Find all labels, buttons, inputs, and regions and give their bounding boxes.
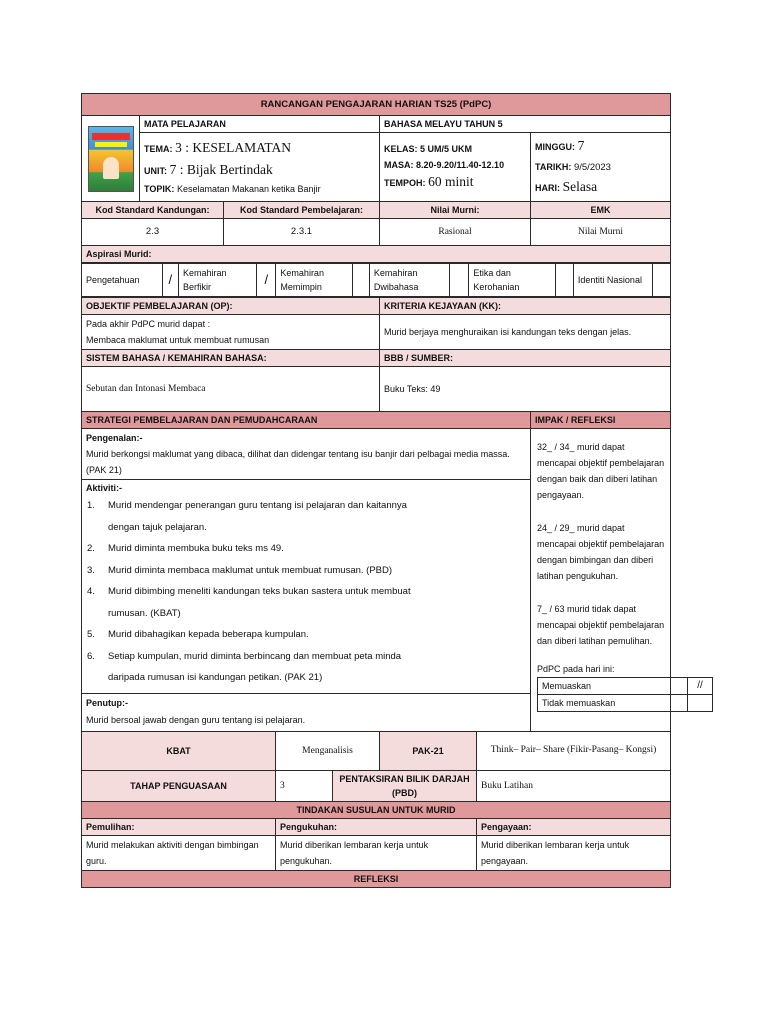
hari-label: HARI: (535, 182, 560, 193)
aspirasi-pengetahuan-mark: / (162, 264, 178, 297)
pengenalan-text: Murid berkongsi maklumat yang dibaca, dilihat dan didengar tentang isu banjir dari pelbagai media massa. (PAK 21) (86, 449, 510, 475)
tempoh-label: TEMPOH: (384, 177, 426, 188)
memuaskan-label: Memuaskan (538, 678, 688, 695)
sistem-bahasa-value (82, 367, 380, 412)
aktiviti-item (86, 538, 526, 560)
textbook-cover-image (88, 126, 134, 192)
aktiviti-item (86, 646, 526, 668)
kelas-masa-tempoh (380, 133, 531, 202)
aktiviti-list (86, 495, 526, 689)
sistem-bahasa-text: Sebutan dan Intonasi Membaca (86, 383, 206, 394)
pengenalan-label: Pengenalan:- (86, 433, 143, 443)
lesson-plan-form (81, 93, 703, 888)
aspirasi-etika: Etika dan Kerohanian (469, 264, 555, 297)
op-label: OBJEKTIF PEMBELAJARAN (OP): (82, 298, 380, 315)
pemulihan-label: Pemulihan: (82, 818, 276, 835)
aspirasi-dwibahasa: Kemahiran Dwibahasa (369, 264, 449, 297)
aktiviti-item (86, 581, 526, 603)
strategi-content (82, 429, 531, 732)
textbook-cover (82, 116, 140, 202)
impak-bimbingan: 24_ / 29_ murid dapat mencapai objektif pembelajaran dengan bimbingan dan diberi latihan pengukuhan. (537, 523, 665, 581)
tidak-memuaskan-label: Tidak memuaskan (538, 695, 688, 712)
aktiviti-number: 1. (87, 500, 95, 511)
aspirasi-row (82, 263, 671, 298)
op-line-1: Pada akhir PdPC murid dapat : (86, 319, 211, 329)
impak-label: IMPAK / REFLEKSI (531, 412, 671, 429)
bbb-label: BBB / SUMBER: (380, 350, 671, 367)
pbd-label: PENTAKSIRAN BILIK DARJAH (PBD) (333, 770, 477, 801)
pemulihan-text: Murid melakukan aktiviti dengan bimbingan guru. (82, 835, 276, 870)
aktiviti-item (86, 560, 526, 582)
op-text (82, 315, 380, 350)
hari-value: Selasa (562, 178, 598, 194)
pengukuhan-text: Murid diberikan lembaran kerja untuk pengukuhan. (276, 835, 477, 870)
aktiviti-text: Murid diminta membuka buku teks ms 49. (108, 543, 284, 554)
aspirasi-berfikir-mark: / (257, 264, 276, 297)
aktiviti-item-continuation: daripada rumusan isi kandungan petikan. (PAK 21) (108, 672, 323, 683)
unit-label: UNIT: (144, 165, 167, 176)
impak-pdpc-label: PdPC pada hari ini: (537, 664, 615, 674)
penutup-label: Penutup:- (86, 697, 128, 708)
penutup-text: Murid bersoal jawab dengan guru tentang isi pelajaran. (86, 714, 306, 725)
emk-header: EMK (531, 202, 671, 219)
impak-pemulihan: 7_ / 63 murid tidak dapat mencapai objektif pembelajaran dan diberi latihan pemulihan. (537, 604, 665, 646)
pbd-value: Buku Latihan (477, 770, 671, 801)
tidak-memuaskan-mark (688, 695, 713, 712)
aktiviti-item-continuation: dengan tajuk pelajaran. (108, 521, 207, 533)
mata-pelajaran-label: MATA PELAJARAN (140, 116, 380, 133)
kod-sp-header: Kod Standard Pembelajaran: (224, 202, 380, 219)
nilai-value: Rasional (380, 219, 531, 246)
memuaskan-mark: // (688, 678, 713, 695)
bbb-value: Buku Teks: 49 (380, 367, 671, 412)
topik-label: TOPIK: (144, 183, 175, 194)
kk-text: Murid berjaya menghuraikan isi kandungan teks dengan jelas. (380, 315, 671, 350)
sistem-bahasa-label: SISTEM BAHASA / KEMAHIRAN BAHASA: (82, 350, 380, 367)
refleksi-label: REFLEKSI (82, 870, 671, 887)
aktiviti-number: 2. (87, 543, 95, 554)
lesson-plan-table (81, 93, 703, 888)
aktiviti-text: Murid mendengar penerangan guru tentang isi pelajaran dan kaitannya (108, 500, 407, 511)
nilai-header: Nilai Murni: (380, 202, 531, 219)
aktiviti-number: 3. (87, 564, 95, 576)
tempoh-value: 60 minit (428, 173, 474, 189)
tarikh-label: TARIKH: (535, 161, 572, 172)
tindakan-label: TINDAKAN SUSULAN UNTUK MURID (82, 801, 671, 818)
aspirasi-pengetahuan: Pengetahuan (82, 264, 162, 297)
aspirasi-table (82, 263, 670, 297)
aspirasi-dwibahasa-mark (450, 264, 469, 297)
form-title: RANCANGAN PENGAJARAN HARIAN TS25 (PdPC) (82, 94, 671, 116)
aspirasi-memimpin: Kemahiran Memimpin (276, 264, 352, 297)
aktiviti-text: Murid dibimbing meneliti kandungan teks bukan sastera untuk membuat (108, 586, 411, 597)
minggu-label: MINGGU: (535, 141, 575, 152)
tahap-label: TAHAP PENGUASAAN (82, 770, 276, 801)
aktiviti-item-continuation: rumusan. (KBAT) (108, 607, 181, 619)
aspirasi-memimpin-mark (352, 264, 369, 297)
kk-label: KRITERIA KEJAYAAN (KK): (380, 298, 671, 315)
aktiviti-number: 4. (87, 586, 95, 597)
tema-label: TEMA: (144, 143, 173, 154)
kelas-value: KELAS: 5 UM/5 UKM (384, 143, 473, 154)
pak-label: PAK-21 (380, 731, 477, 770)
aspirasi-etika-mark (555, 264, 573, 297)
aktiviti-number: 6. (87, 650, 95, 662)
aktiviti-text: Murid dibahagikan kepada beberapa kumpulan. (108, 629, 309, 640)
aktiviti-text: Murid diminta membaca maklumat untuk membuat rumusan. (PBD) (108, 564, 393, 576)
op-line-2: Membaca maklumat untuk membuat rumusan (86, 335, 270, 345)
tema-unit-topik (140, 133, 380, 202)
aspirasi-berfikir: Kemahiran Berfikir (178, 264, 256, 297)
aktiviti-number: 5. (87, 629, 95, 640)
subject-value: BAHASA MELAYU TAHUN 5 (380, 116, 671, 133)
tema-value: 3 : KESELAMATAN (175, 139, 292, 155)
sp-value: 2.3.1 (224, 219, 380, 246)
pengayaan-text: Murid diberikan lembaran kerja untuk pengayaan. (477, 835, 671, 870)
unit-value: 7 : Bijak Bertindak (169, 161, 273, 177)
masa-value: MASA: 8.20-9.20/11.40-12.10 (384, 159, 505, 170)
aspirasi-identiti-mark (653, 264, 670, 297)
aktiviti-text: Setiap kumpulan, murid diminta berbincang dan membuat peta minda (108, 650, 402, 662)
impak-baik: 32_ / 34_ murid dapat mencapai objektif pembelajaran dengan baik dan diberi latihan pengayaan. (537, 442, 665, 500)
sk-value: 2.3 (82, 219, 224, 246)
minggu-value: 7 (577, 137, 585, 153)
emk-value: Nilai Murni (531, 219, 671, 246)
impak-content (531, 429, 703, 732)
pdpc-table (537, 677, 713, 712)
strategi-label: STRATEGI PEMBELAJARAN DAN PEMUDAHCARAAN (82, 412, 531, 429)
aktiviti-label: Aktiviti:- (86, 483, 122, 493)
aktiviti-item (86, 624, 526, 646)
kod-sk-header: Kod Standard Kandungan: (82, 202, 224, 219)
topik-value: Keselamatan Makanan ketika Banjir (176, 183, 321, 194)
pak-value: Think– Pair– Share (Fikir-Pasang– Kongsi) (477, 731, 671, 770)
tahap-value: 3 (276, 770, 333, 801)
aspirasi-label: Aspirasi Murid: (82, 246, 671, 263)
pengukuhan-label: Pengukuhan: (276, 818, 477, 835)
aspirasi-identiti: Identiti Nasional (573, 264, 652, 297)
minggu-tarikh-hari (531, 133, 671, 202)
kbat-value: Menganalisis (276, 731, 380, 770)
tarikh-value: 9/5/2023 (573, 161, 611, 173)
aktiviti-item (86, 495, 526, 517)
pengayaan-label: Pengayaan: (477, 818, 671, 835)
kbat-label: KBAT (82, 731, 276, 770)
